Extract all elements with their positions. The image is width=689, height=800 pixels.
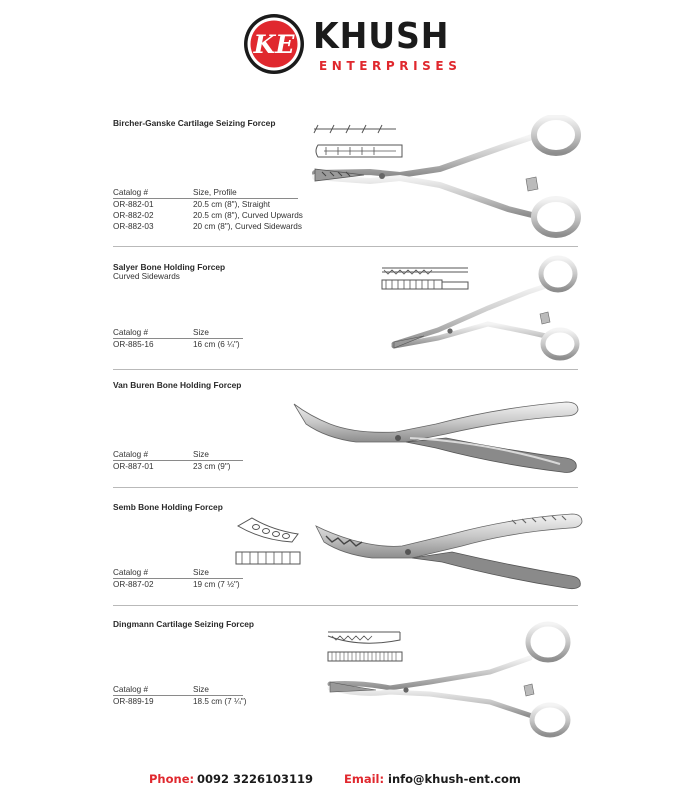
table-row (113, 340, 243, 351)
size-value: 19 cm (7 ½") (193, 580, 240, 589)
phone-number[interactable]: 0092 3226103119 (197, 772, 314, 786)
forcep-illustration-bircher-ganske (300, 115, 590, 245)
spec-header-row (113, 328, 243, 339)
size-value: 20.5 cm (8"), Straight (193, 200, 271, 209)
forcep-illustration-van-buren (286, 394, 586, 486)
section-divider (113, 605, 578, 606)
spec-table (113, 188, 303, 233)
table-row (113, 462, 243, 473)
catalog-number: OR-885-16 (113, 340, 154, 349)
size-value: 16 cm (6 ¼") (193, 340, 240, 349)
table-row (113, 200, 298, 211)
section-divider (113, 246, 578, 247)
spec-header-size: Size (193, 568, 209, 577)
product-subtitle: Curved Sidewards (113, 272, 180, 281)
product-title: Dingmann Cartilage Seizing Forcep (113, 619, 255, 629)
spec-table (113, 450, 243, 473)
brand-logo (243, 13, 463, 79)
forcep-illustration-dingmann (320, 612, 586, 740)
size-value: 23 cm (9") (193, 462, 231, 471)
product-title: Semb Bone Holding Forcep (113, 502, 223, 512)
section-divider (113, 369, 578, 370)
phone-label: Phone: (149, 772, 195, 786)
catalog-number: OR-887-02 (113, 580, 154, 589)
spec-header-row (113, 188, 298, 199)
spec-header-size: Size (193, 450, 209, 459)
spec-table (113, 685, 247, 708)
email-label: Email: (344, 772, 385, 786)
forcep-illustration-salyer (378, 252, 588, 364)
forcep-illustration-semb (312, 510, 584, 596)
table-row (113, 580, 243, 591)
catalog-number: OR-882-03 (113, 222, 154, 231)
spec-header-size: Size, Profile (193, 188, 237, 197)
brand-tagline: ENTERPRISES (319, 59, 462, 73)
spec-header-catalog: Catalog # (113, 568, 149, 577)
size-value: 18.5 cm (7 ¼") (193, 697, 247, 706)
spec-header-row (113, 450, 243, 461)
email-address[interactable]: info@khush-ent.com (388, 772, 521, 786)
brand-name: KHUSH (313, 16, 450, 57)
brand-monogram-text: KE (253, 30, 295, 59)
spec-header-catalog: Catalog # (113, 685, 149, 694)
brand-monogram-icon (243, 13, 305, 75)
spec-table (113, 568, 243, 591)
spec-header-row (113, 568, 243, 579)
spec-header-row (113, 685, 243, 696)
contact-footer (0, 772, 689, 790)
size-value: 20.5 cm (8"), Curved Upwards (193, 211, 303, 220)
table-row (113, 222, 302, 233)
spec-header-size: Size (193, 685, 209, 694)
table-row (113, 211, 303, 222)
catalog-number: OR-882-01 (113, 200, 154, 209)
table-row (113, 697, 247, 708)
section-divider (113, 487, 578, 488)
product-title: Bircher-Ganske Cartilage Seizing Forcep (113, 118, 276, 128)
spec-header-catalog: Catalog # (113, 188, 149, 197)
product-title: Salyer Bone Holding Forcep (113, 262, 226, 272)
catalog-number: OR-882-02 (113, 211, 154, 220)
catalog-number: OR-889-19 (113, 697, 154, 706)
catalog-number: OR-887-01 (113, 462, 154, 471)
spec-header-catalog: Catalog # (113, 328, 149, 337)
spec-header-catalog: Catalog # (113, 450, 149, 459)
size-value: 20 cm (8"), Curved Sidewards (193, 222, 302, 231)
product-title: Van Buren Bone Holding Forcep (113, 380, 242, 390)
spec-header-size: Size (193, 328, 209, 337)
spec-table (113, 328, 243, 351)
